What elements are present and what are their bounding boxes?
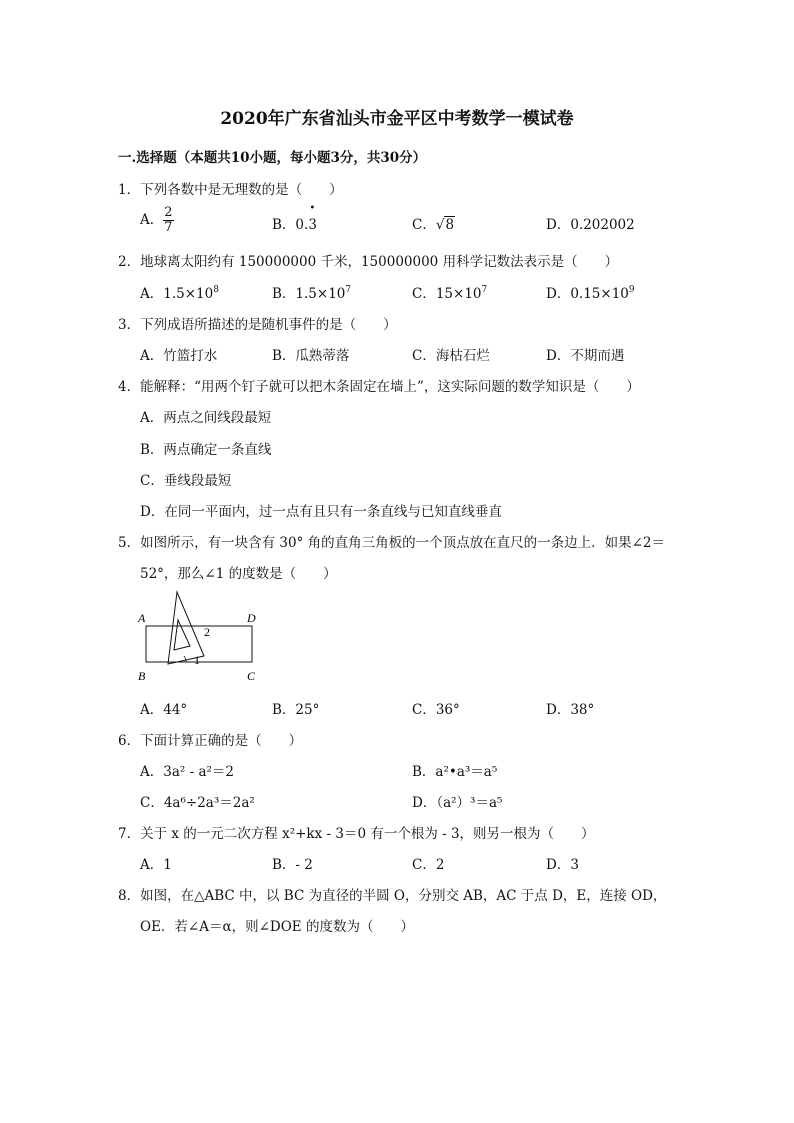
q3-option-c: C．海枯石烂 (412, 348, 490, 364)
q5-stem-line1: 5．如图所示，有一块含有 30° 角的直角三角板的一个顶点放在直尺的一条边上．如果∠2＝ (118, 535, 665, 551)
q1-a-denominator: 7 (164, 220, 173, 235)
q7-option-a: A．1 (140, 857, 172, 873)
q6-stem: 6．下面计算正确的是（ ） (118, 733, 303, 749)
q2-option-b (272, 282, 351, 302)
q5-option-c: C．36° (412, 702, 460, 718)
q5-figure (130, 588, 280, 688)
q4-option-b: B．两点确定一条直线 (140, 442, 272, 458)
q1-b-label: B． (272, 217, 296, 233)
q3-option-d: D．不期而遇 (546, 348, 625, 364)
q4-stem: 4．能解释：“用两个钉子就可以把木条固定在墙上”，这实际问题的数学知识是（ ） (118, 379, 640, 395)
q8-stem-line1: 8．如图，在△ABC 中，以 BC 为直径的半圆 O，分别交 AB，AC 于点 D，E，连接 OD， (118, 888, 667, 904)
q1-option-a (140, 206, 174, 235)
q6-option-d: D．（a²）³＝a⁵ (412, 795, 503, 811)
q2-d-exponent: 9 (628, 285, 635, 295)
q1-stem: 1．下列各数中是无理数的是（ ） (118, 182, 343, 198)
sqrt-icon: √ (435, 217, 445, 233)
q6-option-a: A．3a² - a²＝2 (140, 764, 234, 780)
angle-1-arc (184, 656, 186, 662)
q7-option-d: D．3 (546, 857, 579, 873)
q3-option-b: B．瓜熟蒂落 (272, 348, 350, 364)
q5-option-a: A．44° (140, 702, 188, 718)
q3-option-a: A．竹篮打水 (140, 348, 218, 364)
q2-option-c (412, 282, 487, 302)
q2-d-base: D．0.15×10 (546, 286, 629, 302)
q2-a-base: A．1.5×10 (140, 286, 214, 302)
q5-option-d: D．38° (546, 702, 595, 718)
q2-a-exponent: 8 (213, 285, 219, 295)
q7-option-b: B．- 2 (272, 857, 313, 873)
q4-option-a: A．两点之间线段最短 (140, 410, 272, 426)
q1-b-integer: 0. (295, 217, 309, 233)
q1-b-repeating-digit: • 3 (308, 217, 317, 233)
q6-option-c: C．4a⁶÷2a³＝2a² (140, 795, 255, 811)
q8-stem-line2: OE．若∠A＝α，则∠DOE 的度数为（ ） (140, 919, 414, 935)
label-B: B (138, 669, 146, 683)
q5-stem-line2: 52°，那么∠1 的度数是（ ） (140, 566, 337, 582)
q3-stem: 3．下列成语所描述的是随机事件的是（ ） (118, 317, 397, 333)
label-angle-2: 2 (204, 625, 210, 639)
q1-option-c (412, 213, 455, 233)
label-angle-1: 1 (194, 653, 200, 667)
triangle-inner (174, 620, 190, 650)
q2-stem: 2．地球离太阳约有 150000000 千米，150000000 用科学记数法表示是（ ） (118, 254, 619, 270)
label-C: C (247, 669, 256, 683)
q1-option-d: D．0.202002 (546, 217, 635, 233)
q7-stem: 7．关于 x 的一元二次方程 x²+kx - 3＝0 有一个根为 - 3，则另一根为（ ） (118, 826, 595, 842)
q1-c-radicand: 8 (445, 217, 455, 233)
q1-c-label: C． (412, 217, 436, 233)
q1-a-label: A． (140, 212, 164, 228)
q2-option-d (546, 282, 635, 302)
q2-b-base: B．1.5×10 (272, 286, 346, 302)
label-D: D (247, 611, 256, 625)
q1-a-fraction (163, 206, 173, 235)
q6-option-b: B．a²•a³＝a⁵ (412, 764, 498, 780)
q5-option-b: B．25° (272, 702, 320, 718)
q7-option-c: C．2 (412, 857, 445, 873)
section-heading: 一.选择题（本题共10小题，每小题3分，共30分） (118, 150, 427, 166)
label-A: A (138, 611, 146, 625)
q4-option-d: D．在同一平面内，过一点有且只有一条直线与已知直线垂直 (140, 504, 502, 520)
q4-option-c: C．垂线段最短 (140, 473, 232, 489)
q2-c-exponent: 7 (481, 285, 488, 295)
q2-option-a (140, 282, 219, 302)
q2-c-base: C．15×10 (412, 286, 482, 302)
q2-b-exponent: 7 (345, 285, 352, 295)
q1-option-b (272, 213, 317, 233)
q1-a-numerator: 2 (164, 205, 173, 220)
page-title: 2020年广东省汕头市金平区中考数学一模试卷 (220, 109, 574, 129)
